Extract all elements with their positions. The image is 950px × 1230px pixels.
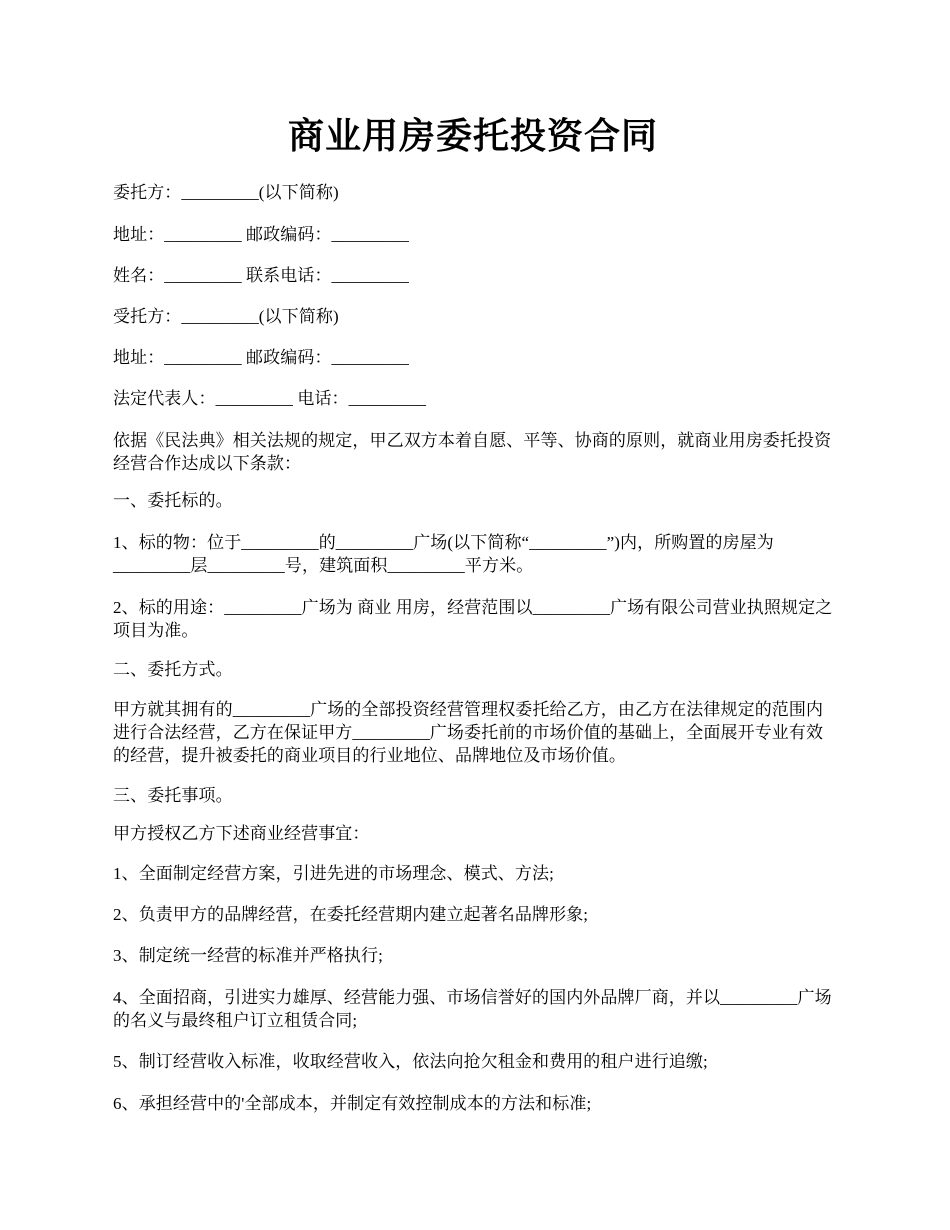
section-heading-2: 二、委托方式。 — [113, 660, 233, 679]
clause-3-intro: 甲方授权乙方下述商业经营事宜： — [113, 824, 370, 843]
party-b-address-line: 地址：_________ 邮政编码：_________ — [113, 348, 409, 367]
section-heading-3: 三、委托事项。 — [113, 786, 233, 805]
clause-2-body: 甲方就其拥有的_________广场的全部投资经营管理权委托给乙方，由乙方在法律规定的范围内进行合法经营，乙方在保证甲方_________广场委托前的市场价值的基础上，全面展开专业有效的经营，提升被委托的商业项目的行业地位、品牌地位及市场价值。 — [113, 700, 824, 765]
clause-3-2: 2、负责甲方的品牌经营，在委托经营期内建立起著名品牌形象; — [113, 905, 589, 924]
section-heading-1: 一、委托标的。 — [113, 491, 233, 510]
clause-3-4: 4、全面招商，引进实力雄厚、经营能力强、市场信誉好的国内外品牌厂商，并以_________广场的名义与最终租户订立租赁合同; — [113, 988, 832, 1030]
clause-3-5: 5、制订经营收入标准，收取经营收入，依法向抢欠租金和费用的租户进行追缴; — [113, 1052, 708, 1071]
preamble-paragraph: 依据《民法典》相关法规的规定，甲乙双方本着自愿、平等、协商的原则，就商业用房委托投资经营合作达成以下条款： — [113, 431, 832, 473]
party-b-representative-line: 法定代表人：_________ 电话：_________ — [113, 389, 427, 408]
clause-3-3: 3、制定统一经营的标准并严格执行; — [113, 946, 383, 965]
clause-3-1: 1、全面制定经营方案，引进先进的市场理念、模式、方法; — [113, 864, 554, 883]
document-title: 商业用房委托投资合同 — [287, 116, 658, 156]
party-a-address-line: 地址：_________ 邮政编码：_________ — [113, 225, 409, 244]
clause-1-1: 1、标的物：位于_________的_________广场(以下简称“_________”)内，所购置的房屋为_________层_________号，建筑面积_________平方米。 — [113, 533, 774, 575]
party-a-name-phone-line: 姓名：_________ 联系电话：_________ — [113, 266, 409, 285]
party-a-line: 委托方：_________(以下简称) — [113, 183, 339, 202]
clause-1-2: 2、标的用途：_________广场为 商业 用房，经营范围以_________广场有限公司营业执照规定之项目为准。 — [113, 598, 833, 640]
party-b-line: 受托方：_________(以下简称) — [113, 307, 339, 326]
clause-3-6: 6、承担经营中的'全部成本，并制定有效控制成本的方法和标准; — [113, 1094, 592, 1113]
